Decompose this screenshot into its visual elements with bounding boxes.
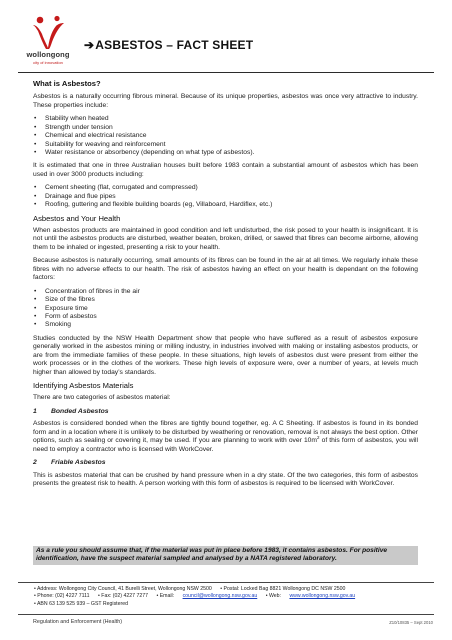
list-item: • Cement sheeting (flat, corrugated and compressed) — [33, 184, 418, 192]
list-item: • Exposure time — [33, 305, 418, 313]
paragraph-health-1: When asbestos products are maintained in good condition and left undisturbed, the risk posed to your health is insignificant. It is not until the asbestos products are disturbed, weather beaten, broken, drilled, or sawed that fibres can become airborne, allowing them to be inhaled or ingested, presenting a risk to your health. — [33, 226, 418, 251]
paragraph-health-2: Because asbestos is naturally occurring, small amounts of its fibres can be found in the air at all times. We regularly inhale these fibres with no adverse effects to our health. The risk of asbestos having an effect on your health is dependant on the following factors: — [33, 257, 418, 282]
footer-row-contact — [34, 593, 432, 600]
header-divider — [18, 72, 434, 73]
logo-tagline: city of innovation — [33, 60, 63, 65]
footer-row-abn — [34, 601, 432, 608]
footer-phone: • Phone: (02) 4227 7111 — [34, 593, 90, 600]
footer-abn: • ABN 63 139 525 939 – GST Registered — [34, 600, 129, 607]
list-item: • Form of asbestos — [33, 313, 418, 321]
list-item: • Stability when heated — [33, 115, 418, 123]
main-content — [33, 78, 418, 494]
list-item: • Chemical and electrical resistance — [33, 132, 418, 140]
list-item: • Suitability for weaving and reinforcement — [33, 141, 418, 149]
heading-what-is-asbestos: What is Asbestos? — [33, 79, 101, 88]
footer-email-label: • Email: — [156, 593, 175, 600]
heading-identifying: Identifying Asbestos Materials — [33, 380, 134, 390]
list-item: • Strength under tension — [33, 124, 418, 132]
footer-web-group — [266, 593, 355, 599]
bonded-text-part: of this form of asbestos, you will need to employ a contractor who is licensed with WorkCover. — [33, 437, 418, 453]
subheading-number: 2 — [33, 459, 37, 467]
footer-email-group — [156, 593, 257, 599]
paragraph-bonded — [33, 420, 418, 454]
subheading-text: Bonded Asbestos — [51, 407, 109, 415]
list-item: • Smoking — [33, 321, 418, 329]
properties-list — [33, 115, 418, 157]
products-list — [33, 184, 418, 209]
footer-divider-bottom — [18, 614, 434, 615]
email-link[interactable]: council@wollongong.nsw.gov.au — [182, 593, 258, 600]
footer-postal: • Postal: Locked Bag 8821 Wollongong DC NSW 2500 — [220, 586, 346, 592]
list-item: • Drainage and flue pipes — [33, 193, 418, 201]
paragraph-estimate: It is estimated that one in three Australian houses built before 1983 contain a substantial amount of asbestos which has been used in over 3000 products including: — [33, 162, 418, 178]
paragraph-health-3: Studies conducted by the NSW Health Department show that people who have suffered as a result of asbestos exposure generally worked in the asbestos mining or milling industry, in industries involved with making or installing asbestos products, or are from the immediate families of these people. In these situations, high levels of asbestos dust were present from either the work processes or in the clothes of the workers. These high levels of exposure were, over a number of years, at levels much higher than allowed by today’s standards. — [33, 334, 418, 376]
footer-address: • Address: Wollongong City Council, 41 Burelli Street, Wollongong NSW 2500 — [34, 586, 212, 592]
subheading-bonded — [33, 408, 418, 416]
subheading-friable — [33, 459, 418, 467]
list-item: • Concentration of fibres in the air — [33, 288, 418, 296]
list-item: • Water resistance or absorbency (depending on what type of asbestos). — [33, 149, 418, 157]
list-item: • Roofing, guttering and flexible building boards (eg, Villaboard, Hardiflex, etc.) — [33, 201, 418, 209]
logo-figure-icon — [31, 14, 65, 50]
subheading-number: 1 — [33, 407, 37, 415]
paragraph-identifying-intro: There are two categories of asbestos material: — [33, 394, 171, 402]
wollongong-logo — [18, 14, 78, 76]
footer-fax: • Fax: (02) 4227 7277 — [98, 593, 148, 600]
factors-list — [33, 288, 418, 330]
warning-callout: As a rule you should assume that, if the material was put in place before 1983, it contains asbestos. For positive identification, have the suspect material sampled and analysed by a NATA registered laboratory. — [33, 546, 418, 565]
footer-divider-top — [18, 582, 434, 583]
footer-row-address — [34, 586, 432, 593]
website-link[interactable]: www.wollongong.nsw.gov.au — [289, 593, 356, 600]
heading-asbestos-and-health: Asbestos and Your Health — [33, 213, 121, 223]
subheading-text: Friable Asbestos — [51, 459, 106, 467]
bonded-text-part: Asbestos is considered bonded when the fibres are tightly bound together, eg. A C Sheeting. If asbestos is found in its bonded form and in a location where it is unlikely to be disturbed by weathering or renovation, removal is not always the best option. Other options, such as sealing or covering it, may be used. If you are planning to work with over 10m — [33, 420, 418, 445]
superscript: 2 — [316, 435, 320, 441]
page-title — [84, 38, 253, 52]
page-title-text: ASBESTOS – FACT SHEET — [95, 38, 254, 52]
footer-web-label: • Web: — [265, 593, 281, 600]
list-item: • Size of the fibres — [33, 296, 418, 304]
paragraph-friable: This is asbestos material that can be crushed by hand pressure when in a dry state. Of the two categories, this form of asbestos presents the greatest risk to health. A person working with this form of asbestos is required to be licensed with WorkCover. — [33, 471, 418, 488]
contact-footer — [34, 586, 432, 608]
footer-doc-ref: Z10/10835 – Sept 2010 — [389, 620, 433, 625]
logo-wordmark: wollongong — [26, 50, 70, 59]
arrow-right-icon: ➔ — [84, 38, 95, 52]
paragraph-what-intro: Asbestos is a naturally occurring fibrous mineral. Because of its unique properties, asbestos was once very attractive to industry. These properties include: — [33, 93, 418, 109]
footer-department: Regulation and Enforcement (Health) — [33, 619, 122, 625]
